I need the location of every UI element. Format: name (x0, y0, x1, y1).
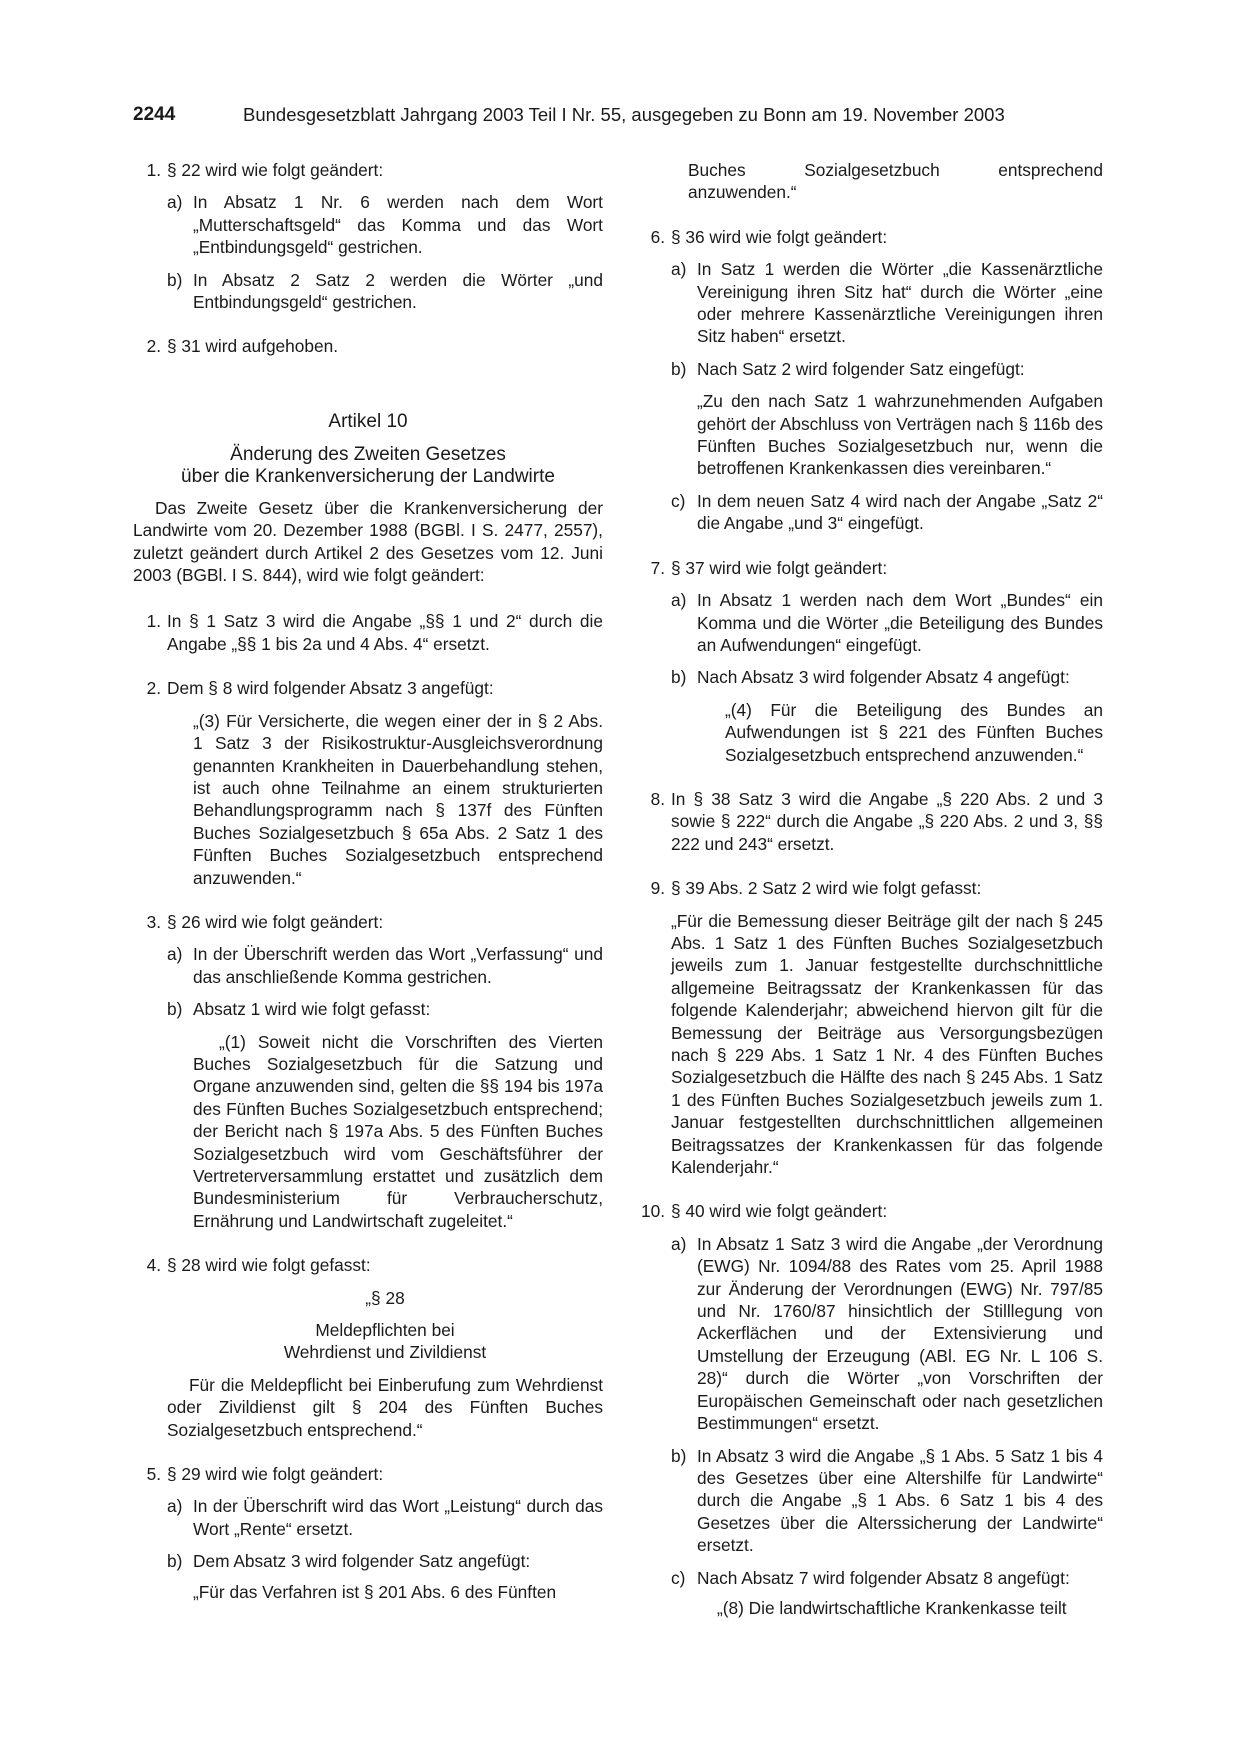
quoted-text: „(3) Für Versicherte, die wegen einer der in § 2 Abs. 1 Satz 3 der Risikostruktur-Ausgleichsverordnung genannten Krankheiten in Dauerbehandlung stehen, ist auch ohne Teilnahme an einem strukturierten Behandlungsprogramm nach § 137f des Fünften Buches Sozialgesetzbuch § 65a Abs. 2 Satz 1 des Fünften Buches Sozialgesetzbuch entsprechend anzuwenden.“ (193, 710, 603, 888)
item-text: Dem § 8 wird folgender Absatz 3 angefügt: (167, 678, 494, 699)
item-text: § 29 wird wie folgt geändert: (167, 1464, 384, 1485)
item-number: 1. (146, 160, 161, 180)
item-number: 7. (650, 557, 665, 578)
sub-item (167, 998, 603, 1020)
item-number: 3. (146, 911, 161, 932)
paragraph-number: „§ 28 (365, 1287, 405, 1308)
list-item (628, 557, 1103, 766)
page-header (133, 104, 1013, 128)
item-text: § 39 Abs. 2 Satz 2 wird wie folgt gefasst: (671, 878, 982, 899)
sub-item-label: b) (167, 1551, 183, 1572)
list-item (133, 335, 603, 357)
quoted-text: „(4) Für die Beteiligung des Bundes an Aufwendungen ist § 221 des Fünften Buches Sozialgesetzbuch entsprechend anzuwenden.“ (725, 699, 1103, 765)
sub-item-text: In Absatz 1 werden nach dem Wort „Bundes“ ein Komma und die Wörter „die Beteiligung des Bundes an Aufwendungen“ eingefügt. (697, 590, 1103, 655)
sub-item-text: In Absatz 2 Satz 2 werden die Wörter „und Entbindungsgeld“ gestrichen. (193, 269, 603, 313)
quoted-text: „Zu den nach Satz 1 wahrzunehmenden Aufgaben gehört der Abschluss von Verträgen nach § 116b des Fünften Buches Sozialgesetzbuch nur, wenn die betroffenen Krankenkassen dies vereinbaren.“ (697, 391, 1103, 479)
page-number: 2244 (133, 104, 176, 125)
sub-item-text: In Absatz 1 Satz 3 wird die Angabe „der Verordnung (EWG) Nr. 1094/88 des Rates vom 25. April 1988 zur Änderung der Verordnungen (EWG) Nr. 797/85 und Nr. 1760/87 hinsichtlich der Stilllegung von Ackerflächen und der Extensivierung und Umstellung der Erzeugung (ABl. EG Nr. L 106 S. 28)“ durch die Wörter „von Vorschriften der Europäischen Gemeinschaft oder nach gesetzlichen Bestimmungen“ ersetzt. (697, 1233, 1103, 1434)
sub-item (167, 1550, 603, 1572)
list-item (133, 911, 603, 1232)
quoted-text: „Für das Verfahren ist § 201 Abs. 6 des Fünften (193, 1581, 557, 1602)
item-text: § 22 wird wie folgt geändert: (167, 160, 384, 180)
sub-item-label: b) (671, 358, 687, 379)
sub-item-text: In der Überschrift werden das Wort „Verfassung“ und das anschließende Komma gestrichen. (193, 944, 603, 987)
sub-item (671, 490, 1103, 535)
list-item (628, 877, 1103, 1178)
item-text: § 37 wird wie folgt geändert: (671, 557, 888, 578)
sub-item (671, 589, 1103, 656)
right-column (628, 159, 1103, 1619)
item-text: § 40 wird wie folgt geändert: (671, 1201, 888, 1222)
sub-item (167, 943, 603, 988)
list-item (628, 1200, 1103, 1619)
left-column (133, 159, 603, 1603)
sub-item (671, 358, 1103, 380)
quoted-text: „(8) Die landwirtschaftliche Krankenkasse teilt (717, 1597, 1067, 1618)
list-item (133, 677, 603, 889)
sub-item-text: Nach Absatz 7 wird folgender Absatz 8 angefügt: (697, 1567, 1070, 1588)
sub-item-label: b) (671, 1445, 687, 1466)
list-item (133, 159, 603, 313)
continued-text: Buches Sozialgesetzbuch entsprechend anzuwenden.“ (688, 160, 1103, 203)
sub-item-text: Absatz 1 wird wie folgt gefasst: (193, 999, 431, 1020)
item-number: 10. (640, 1201, 665, 1222)
quoted-text: „Für die Bemessung dieser Beiträge gilt der nach § 245 Abs. 1 Satz 1 des Fünften Buches Sozialgesetzbuch jeweils zum 1. Januar festgestellte durchschnittliche allgemeine Beitragssatz der Krankenkassen für das folgende Kalenderjahr; abweichend hiervon gilt für die Bemessung der Beiträge aus Versorgungsbezügen nach § 229 Abs. 1 Satz 1 Nr. 4 des Fünften Buches Sozialgesetzbuch die Hälfte des nach § 245 Abs. 1 Satz 1 des Fünften Buches Sozialgesetzbuch jeweils zum 1. Januar festgestellten durchschnittlichen allgemeinen Beitragssatzes der Krankenkassen für das folgende Kalenderjahr.“ (671, 910, 1103, 1178)
list-item (133, 1254, 603, 1441)
sub-item-text: Dem Absatz 3 wird folgender Satz angefügt: (193, 1551, 531, 1572)
paragraph-heading: Wehrdienst und Zivildienst (283, 1342, 487, 1363)
paragraph-body: Für die Meldepflicht bei Einberufung zum Wehrdienst oder Zivildienst gilt § 204 des Fünften Buches Sozialgesetzbuch entsprechend.“ (167, 1374, 603, 1440)
sub-item-label: c) (671, 1567, 686, 1588)
article-heading (133, 410, 603, 489)
sub-item-text: In dem neuen Satz 4 wird nach der Angabe „Satz 2“ die Angabe „und 3“ eingefügt. (697, 490, 1103, 534)
sub-item (167, 191, 603, 258)
paragraph-heading: Meldepflichten bei (315, 1320, 455, 1341)
item-text: In § 38 Satz 3 wird die Angabe „§ 220 Abs. 2 und 3 sowie § 222“ durch die Angabe „§ 220 Abs. 2 und 3, §§ 222 und 243“ ersetzt. (671, 788, 1103, 854)
list-item (133, 610, 603, 655)
item-text: § 26 wird wie folgt geändert: (167, 911, 384, 932)
sub-item (671, 666, 1103, 688)
sub-item-label: c) (671, 490, 686, 511)
article-intro: Das Zweite Gesetz über die Krankenversicherung der Landwirte vom 20. Dezember 1988 (BGBl. I S. 2477, 2557), zuletzt geändert durch Artikel 2 des Gesetzes vom 12. Juni 2003 (BGBl. I S. 844), wird wie folgt geändert: (133, 497, 603, 586)
item-number: 2. (146, 678, 161, 699)
article-subtitle: über die Krankenversicherung der Landwirte (181, 466, 555, 488)
sub-item-label: b) (167, 269, 183, 290)
sub-item (167, 1495, 603, 1540)
item-number: 6. (650, 226, 665, 247)
sub-item-text: Nach Absatz 3 wird folgender Absatz 4 angefügt: (697, 667, 1070, 688)
sub-item-text: Nach Satz 2 wird folgender Satz eingefügt: (697, 358, 1025, 379)
item-text: § 28 wird wie folgt gefasst: (167, 1255, 371, 1276)
sub-item-label: a) (167, 192, 183, 213)
item-text: § 36 wird wie folgt geändert: (671, 226, 888, 247)
item-text: § 31 wird aufgehoben. (167, 336, 339, 357)
sub-item-text: In Satz 1 werden die Wörter „die Kassenärztliche Vereinigung ihren Sitz hat“ durch die Wörter „eine oder mehrere Kassenärztliche Vereinigungen ihren Sitz haben“ ersetzt. (697, 259, 1103, 347)
running-title: Bundesgesetzblatt Jahrgang 2003 Teil I Nr. 55, ausgegeben zu Bonn am 19. November 2003 (243, 104, 1005, 125)
item-number: 2. (146, 336, 161, 357)
article-title: Artikel 10 (328, 410, 408, 432)
sub-item-label: a) (671, 259, 687, 280)
sub-item (671, 1445, 1103, 1557)
item-number: 4. (146, 1255, 161, 1276)
sub-item-label: a) (671, 590, 687, 611)
sub-item-label: a) (671, 1233, 687, 1254)
item-number: 1. (146, 611, 161, 632)
list-item (133, 1463, 603, 1603)
sub-item (671, 258, 1103, 348)
sub-item-label: a) (167, 1496, 183, 1517)
sub-item (671, 1233, 1103, 1435)
sub-item-text: In Absatz 3 wird die Angabe „§ 1 Abs. 5 Satz 1 bis 4 des Gesetzes über eine Altershilfe für Landwirte“ durch die Angabe „§ 1 Abs. 6 Satz 1 bis 4 des Gesetzes über die Alterssicherung der Landwirte“ ersetzt. (697, 1445, 1103, 1556)
item-number: 8. (650, 788, 665, 809)
sub-item-label: b) (671, 667, 687, 688)
sub-item-text: In Absatz 1 Nr. 6 werden nach dem Wort „Mutterschaftsgeld“ das Komma und das Wort „Entbindungsgeld“ gestrichen. (193, 192, 603, 258)
item-number: 5. (146, 1464, 161, 1485)
sub-item-label: a) (167, 944, 183, 965)
list-item (628, 788, 1103, 855)
sub-item (671, 1567, 1103, 1589)
sub-item-text: In der Überschrift wird das Wort „Leistung“ durch das Wort „Rente“ ersetzt. (193, 1496, 603, 1539)
sub-item (167, 269, 603, 314)
article-subtitle: Änderung des Zweiten Gesetzes (230, 443, 506, 465)
list-item (628, 226, 1103, 535)
sub-item-label: b) (167, 999, 183, 1020)
quoted-text: „(1) Soweit nicht die Vorschriften des Vierten Buches Sozialgesetzbuch für die Satzung und Organe anzuwenden sind, gelten die §§ 194 bis 197a des Fünften Buches Sozialgesetzbuch entsprechend; der Bericht nach § 197a Abs. 5 des Fünften Buches Sozialgesetzbuch wird vom Geschäftsführer der Vertreterversammlung erstattet und zusätzlich dem Bundesministerium für Verbraucherschutz, Ernährung und Landwirtschaft zugeleitet.“ (193, 1031, 603, 1231)
item-text: In § 1 Satz 3 wird die Angabe „§§ 1 und 2“ durch die Angabe „§§ 1 bis 2a und 4 Abs. 4“ ersetzt. (167, 611, 603, 654)
item-number: 9. (650, 878, 665, 899)
